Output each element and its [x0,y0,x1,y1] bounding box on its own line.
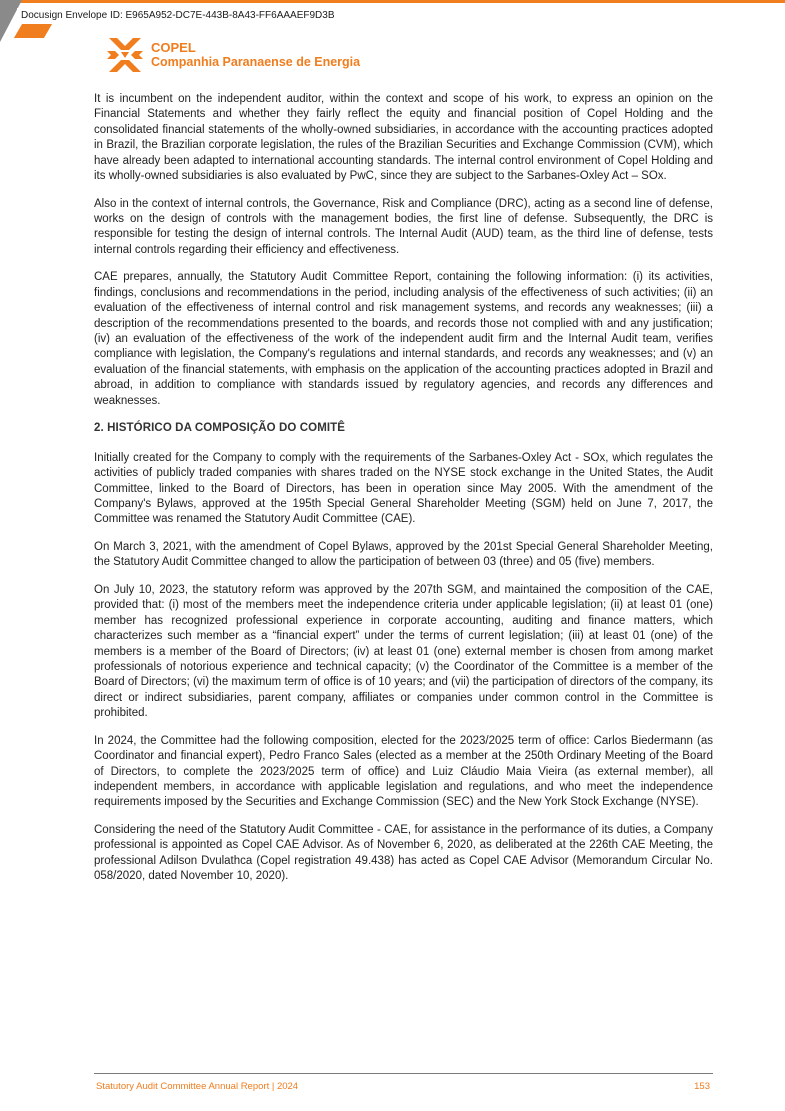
top-accent-bar [0,0,785,3]
logo-brand-full: Companhia Paranaense de Energia [151,55,361,69]
paragraph-cae-report: CAE prepares, annually, the Statutory Audit Committee Report, containing the following information: (i) its activities, findings, conclusions and recommendations in the period, including analysis of the effectiveness of such activities; (ii) an evaluation of the effectiveness of internal control and risk management systems, and records any weaknesses; (iii) a description of the recommendations presented to the boards, and records those not complied with and any justification; (iv) an evaluation of the effectiveness of the work of the independent audit firm and the Internal Audit team, verifies compliance with legislation, the Company's regulations and internal standards, and records any weaknesses; and (v) an evaluation of the financial statements, with emphasis on the application of the accounting practices adopted in Brazil and abroad, in addition to compliance with standards issued by regulatory agencies, and records any differences and weaknesses. [94,271,713,407]
paragraph-auditor: It is incumbent on the independent auditor, within the context and scope of his work, to express an opinion on the Financial Statements and whether they fairly reflect the equity and financial position of Copel Holding and the consolidated financial statements of the wholly-owned subsidiaries, in accordance with the accounting practices adopted in Brazil, the Brazilian corporate legislation, the rules of the Brazilian Securities and Exchange Commission (CVM), which have already been adapted to international accounting standards. The internal control environment of Copel Holding and its wholly-owned subsidiaries is also evaluated by PwC, since they are subject to the Sarbanes-Oxley Act – SOx. [94,93,713,183]
paragraph-bylaws-amendment: On March 3, 2021, with the amendment of Copel Bylaws, approved by the 201st Special General Shareholder Meeting, the Statutory Audit Committee changed to allow the participation of between 03 (three) and 05 (five) members. [94,540,713,569]
docusign-envelope-id: Docusign Envelope ID: E965A952-DC7E-443B-8A43-FF6AAAEF9D3B [17,8,339,24]
footer-title: Statutory Audit Committee Annual Report | 2024 [96,1081,299,1092]
paragraph-history: Initially created for the Company to comply with the requirements of the Sarbanes-Oxley Act - SOx, which regulates the activities of publicly traded companies with shares traded on the NYSE stock exchange in the United States, the Audit Committee, linked to the Board of Directors, has been in operation since May 2005. With the amendment of the Company's Bylaws, approved at the 195th Special General Shareholder Meeting (SGM) held on June 7, 2017, the Committee was renamed the Statutory Audit Committee (CAE). [94,451,713,526]
corner-accent [14,24,52,38]
footer-divider [94,1073,713,1074]
page-number: 153 [694,1081,710,1092]
document-body [94,92,713,897]
copel-logo-icon [107,38,143,72]
paragraph-composition: In 2024, the Committee had the following composition, elected for the 2023/2025 term of office: Carlos Biedermann (as Coordinator and financial expert), Pedro Franco Sales (elected as a member at the 250th Ordinary Meeting of the Board of Directors, to complete the 2023/2025 term of office) and Luiz Cláudio Maia Vieira (as external member), all independent members, in accordance with applicable legislation and regulations, and who meet the independence requirements imposed by the Securities and Exchange Commission (SEC) and the New York Stock Exchange (NYSE). [94,734,713,809]
paragraph-internal-controls: Also in the context of internal controls, the Governance, Risk and Compliance (DRC), acting as a second line of defense, works on the design of controls with the management bodies, the first line of defense. Subsequently, the DRC is responsible for testing the design of internal controls. The Internal Audit (AUD) team, as the third line of defense, tests internal controls regarding their efficiency and effectiveness. [94,197,713,256]
copel-logo [107,38,360,72]
section-heading: 2. HISTÓRICO DA COMPOSIÇÃO DO COMITÊ [94,422,346,435]
paragraph-advisor: Considering the need of the Statutory Audit Committee - CAE, for assistance in the performance of its duties, a Company professional is appointed as Copel CAE Advisor. As of November 6, 2020, as deliberated at the 226th CAE Meeting, the professional Adilson Dvulathca (Copel registration 49.438) has acted as Copel CAE Advisor (Memorandum Circular No. 058/2020, dated November 10, 2020). [94,823,713,883]
paragraph-statutory-reform: On July 10, 2023, the statutory reform was approved by the 207th SGM, and maintained the composition of the CAE, provided that: (i) most of the members meet the independence criteria under applicable legislation; (ii) at least 01 (one) member has recognized professional experience in corporate accounting, auditing and finance matters, which characterizes such member as a “financial expert” under the terms of current legislation; (iii) at least 01 (one) of the members is a member of the Board of Directors; (iv) at least 01 (one) external member is chosen from among market professionals of notorious experience and technical capacity; (v) the Coordinator of the Committee is a member of the Board of Directors; (vi) the maximum term of office is of 10 years; and (vii) the participation of directors of the company, its direct or indirect subsidiaries, parent company, affiliates or companies under common control in the Committee is prohibited. [94,583,713,720]
logo-brand: COPEL [151,40,196,55]
